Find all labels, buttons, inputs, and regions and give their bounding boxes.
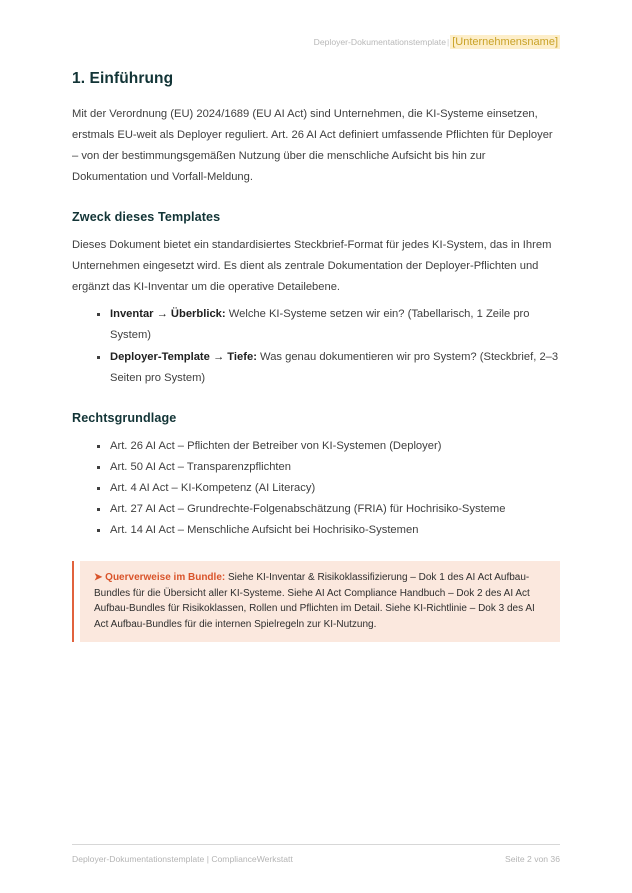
list-item — [72, 520, 560, 541]
list-item-text: Art. 27 AI Act – Grundrechte-Folgenabschätzung (FRIA) für Hochrisiko-Systeme — [110, 503, 506, 515]
arrow-right-icon: ➤ — [94, 572, 103, 583]
intro-paragraph: Mit der Verordnung (EU) 2024/1689 (EU AI Act) sind Unternehmen, die KI-Systeme einsetzen, erstmals EU-weit als Deployer reguliert. Art. 26 AI Act definiert umfassende Pflichten für Deployer – von der bestimmungsgemäßen Nutzung über die menschliche Aufsicht bis hin zur Dokumentation und Vorfall-Meldung. — [72, 108, 553, 183]
list-item-lead: Inventar → Überblick: — [110, 308, 226, 320]
header-company-placeholder: [Unternehmensname] — [452, 36, 558, 48]
list-item-text: Art. 14 AI Act – Menschliche Aufsicht bei Hochrisiko-Systemen — [110, 524, 419, 536]
document-body — [72, 70, 560, 642]
list-item-text: Art. 4 AI Act – KI-Kompetenz (AI Literacy) — [110, 482, 316, 494]
cross-reference-callout — [80, 561, 560, 642]
callout-accent-bar — [72, 561, 74, 642]
document-header — [72, 36, 560, 49]
callout-text — [94, 570, 548, 632]
footer-divider — [72, 844, 560, 845]
footer-page-number: Seite 2 von 36 — [505, 854, 560, 864]
list-item-text: Was genau dokumentieren wir pro System? (Steckbrief, 2–3 Seiten pro System) — [110, 351, 559, 384]
list-item — [72, 347, 560, 389]
list-item-text: Art. 50 AI Act – Transparenzpflichten — [110, 461, 291, 473]
purpose-paragraph: Dieses Dokument bietet ein standardisiertes Steckbrief-Format für jedes KI-System, das in Ihrem Unternehmen eingesetzt wird. Es dient als zentrale Dokumentation der Deployer-Pflichten und ergänzt das KI-Inventar um die operative Detailebene. — [72, 239, 552, 293]
footer-left-text: Deployer-Dokumentationstemplate | ComplianceWerkstatt — [72, 854, 293, 864]
legal-basis-heading: Rechtsgrundlage — [72, 411, 177, 425]
list-item — [72, 457, 560, 478]
purpose-bullet-list — [72, 304, 560, 389]
list-item-text: Welche KI-Systeme setzen wir ein? (Tabellarisch, 1 Zeile pro System) — [110, 308, 530, 341]
document-footer — [72, 844, 560, 865]
list-item-text: Art. 26 AI Act – Pflichten der Betreiber von KI-Systemen (Deployer) — [110, 440, 442, 452]
header-separator: | — [446, 37, 450, 47]
list-item — [72, 436, 560, 457]
callout-body: Siehe KI-Inventar & Risikoklassifizierung – Dok 1 des AI Act Aufbau-Bundles für die Übersicht aller KI-Systeme. Siehe AI Act Compliance Handbuch – Dok 2 des AI Act Aufbau-Bundles für Risikoklassen, Rollen und Pflichten im Detail. Siehe KI-Richtlinie – Dok 3 des AI Act Aufbau-Bundles für die internen Spielregeln zur KI-Nutzung. — [94, 572, 535, 630]
list-item — [72, 478, 560, 499]
page-title: 1. Einführung — [72, 70, 174, 87]
header-doc-label: Deployer-Dokumentationstemplate — [313, 37, 446, 47]
list-item — [72, 499, 560, 520]
purpose-heading: Zweck dieses Templates — [72, 210, 221, 224]
callout-lead: Querverweise im Bundle: — [105, 572, 226, 583]
legal-basis-list — [72, 436, 560, 541]
list-item — [72, 304, 560, 346]
list-item-lead: Deployer-Template → Tiefe: — [110, 351, 257, 363]
